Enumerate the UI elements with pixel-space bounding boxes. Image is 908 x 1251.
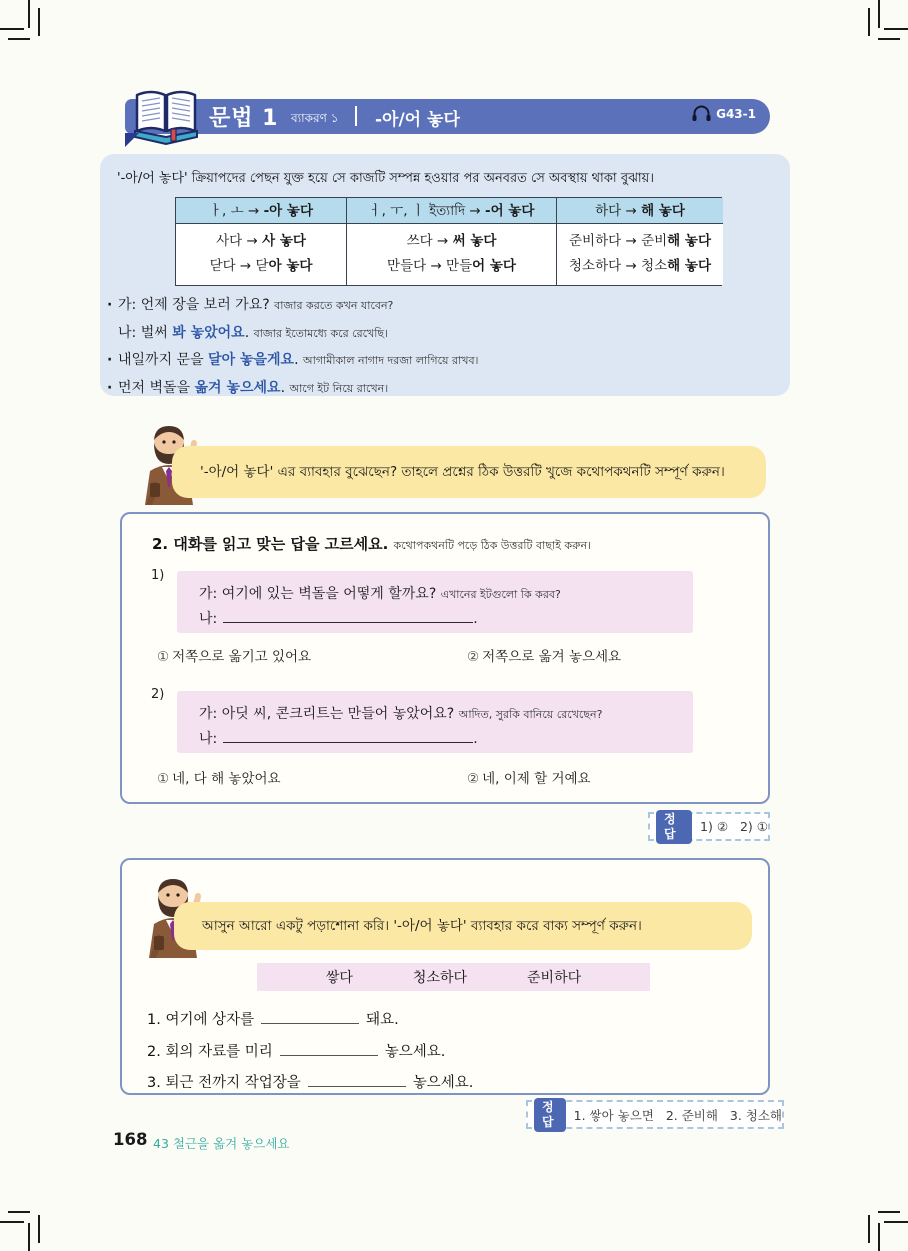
headphones-icon (691, 104, 712, 123)
header-divider (355, 106, 357, 126)
example-sentence-list (107, 292, 479, 402)
fill-blank (261, 1011, 359, 1024)
dialogue-box (177, 691, 693, 753)
answer-key-box (648, 812, 770, 841)
word-bank (257, 963, 650, 991)
exercise-title: 2. 대화를 읽고 맞는 답을 고르세요. কথোপকথনটি পড়ে ঠিক উত্তরটি বাছাই করুন। (152, 535, 592, 553)
item-number: 2) (151, 687, 165, 702)
dialogue-box (177, 571, 693, 633)
grammar-header-bar (125, 99, 770, 134)
dialogue-answer: 나: . (199, 731, 478, 747)
word-bank-item: 쌓다 (325, 970, 353, 986)
teacher-speech-bubble (174, 902, 752, 950)
grammar-explanation-box (100, 154, 790, 396)
table-body-cell: 사다 → 사 놓다 닫다 → 닫아 놓다 (176, 224, 347, 285)
conjugation-table (175, 197, 722, 286)
table-body-cell: 쓰다 → 써 놓다 만들다 → 만들어 놓다 (347, 224, 557, 285)
option-1: ① 네, 다 해 놓았어요 (157, 771, 281, 787)
answer-badge: 정답 (656, 810, 692, 844)
speech-bubble-text: '-아/어 놓다' এর ব্যাবহার বুঝেছেন? তাহলে প্রশ্নের ঠিক উত্তরটি খুজে কথোপকথনটি সম্পূর্ণ করুন। (200, 464, 725, 480)
grammar-point-title: -아/어 놓다 (375, 110, 460, 130)
audio-track-label: G43-1 (716, 106, 756, 121)
answer-badge: 정답 (534, 1098, 566, 1132)
open-book-icon (131, 87, 201, 145)
table-header-cell: ㅏ, ㅗ → -아 놓다 (176, 198, 347, 224)
answer-key-box (526, 1100, 784, 1129)
table-header-cell: 하다 → 해 놓다 (557, 198, 723, 224)
table-body-cell: 준비하다 → 준비해 놓다 청소하다 → 청소해 놓다 (557, 224, 723, 285)
section-title-korean: 문법 1 (209, 106, 279, 131)
chapter-title: 43 철근을 옮겨 놓으세요 (153, 1136, 290, 1151)
speech-bubble-text: আসুন আরো একটু পড়াশোনা করি। '-아/어 놓다' ব্যাবহার করে বাক্য সম্পূর্ণ করুন। (202, 918, 642, 934)
answer-blank (223, 729, 473, 743)
word-bank-item: 청소하다 (412, 970, 468, 986)
dialogue-answer: 나: . (199, 611, 478, 627)
fill-in-sentence: 3. 퇴근 전까지 작업장을 놓으세요. (147, 1075, 474, 1091)
fill-blank (308, 1074, 406, 1087)
example-line: 나: 벌써 봐 놓았어요. বাজার ইতোমধ্যে করে রেখেছি। (118, 324, 389, 341)
answer-text: 1) ② 2) ① (700, 819, 768, 834)
dialogue-question: 가: 아딧 씨, 콘크리트는 만들어 놓았어요? আদিত, সুরকি বানিয়ে রেখেছেন? (199, 706, 603, 722)
example-line: · 가: 언제 장을 보러 가요? বাজার করতে কখন যাবেন? (107, 297, 394, 313)
option-2: ② 저쪽으로 옮겨 놓으세요 (467, 649, 622, 665)
section-title-bengali: ব্যাকরণ ১ (291, 111, 339, 125)
dialogue-question: 가: 여기에 있는 벽돌을 어떻게 할까요? এখানের ইটগুলো কি করব? (199, 586, 561, 602)
grammar-intro-text: '-아/어 놓다' ক্রিয়াপদের পেছন যুক্ত হয়ে সে কাজটি সম্পন্ন হওয়ার পর অনবরত সে অবস্থায় থাকা বুঝায়। (117, 171, 654, 186)
fill-in-sentence: 2. 회의 자료를 미리 놓으세요. (147, 1044, 446, 1060)
answer-text: 1. 쌓아 놓으면 2. 준비해 3. 청소해 (573, 1107, 782, 1123)
option-2: ② 네, 이제 할 거예요 (467, 771, 591, 787)
item-number: 1) (151, 568, 165, 583)
answer-blank (223, 609, 473, 623)
teacher-speech-bubble (172, 446, 766, 498)
example-line: · 내일까지 문을 달아 놓을게요. আগামীকাল নাগাদ দরজা লাগিয়ে রাখব। (107, 352, 479, 368)
exercise-box (120, 512, 770, 804)
example-line: · 먼저 벽돌을 옮겨 놓으세요. আগে ইট নিয়ে রাখেন। (107, 379, 389, 396)
audio-track (691, 104, 756, 123)
table-header-cell: ㅓ, ㅜ, ㅣ ইত্যাদি → -어 놓다 (347, 198, 557, 224)
fill-blank (280, 1043, 378, 1056)
page-number: 168 (113, 1130, 148, 1149)
practice-box (120, 858, 770, 1095)
word-bank-item: 준비하다 (527, 970, 582, 986)
option-1: ① 저쪽으로 옮기고 있어요 (157, 649, 312, 665)
fill-in-sentence: 1. 여기에 상자를 돼요. (147, 1012, 399, 1028)
